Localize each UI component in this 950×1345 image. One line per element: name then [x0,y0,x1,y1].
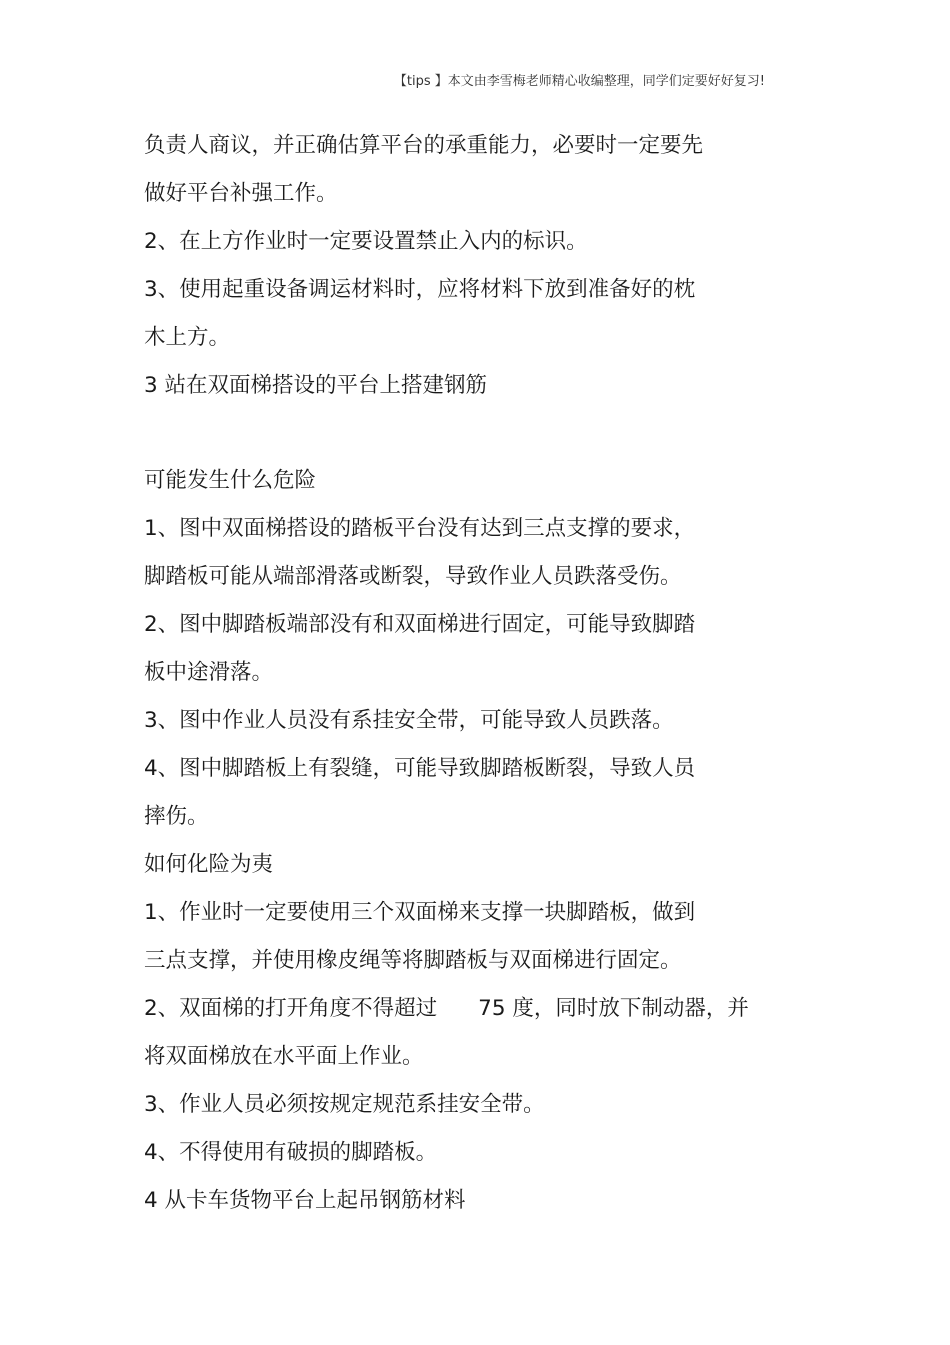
subsection-heading: 如何化险为夷 [144,852,274,877]
paragraph-line: 将双面梯放在水平面上作业。 [144,1044,424,1069]
document-body [144,128,824,1231]
list-item: 3、作业人员必须按规定规范系挂安全带。 [144,1092,545,1117]
list-item: 2、在上方作业时一定要设置禁止入内的标识。 [144,229,588,254]
list-item: 1、图中双面梯搭设的踏板平台没有达到三点支撑的要求， [144,516,696,541]
paragraph-line: 脚踏板可能从端部滑落或断裂，导致作业人员跌落受伤。 [144,564,682,589]
list-item: 2、双面梯的打开角度不得超过 75 度，同时放下制动器，并 [144,996,749,1021]
blank-gap [144,416,824,463]
paragraph-line: 木上方。 [144,325,231,350]
section-heading: 4 从卡车货物平台上起吊钢筋材料 [144,1188,466,1213]
list-item: 2、图中脚踏板端部没有和双面梯进行固定，可能导致脚踏 [144,612,696,637]
list-item: 4、不得使用有破损的脚踏板。 [144,1140,438,1165]
list-item: 1、作业时一定要使用三个双面梯来支撑一块脚踏板，做到 [144,900,696,925]
paragraph-line: 三点支撑，并使用橡皮绳等将脚踏板与双面梯进行固定。 [144,948,682,973]
header-tips-note: 【tips 】本文由李雪梅老师精心收编整理，同学们定要好好复习! [393,74,765,89]
list-item: 3、图中作业人员没有系挂安全带，可能导致人员跌落。 [144,708,674,733]
list-item: 3、使用起重设备调运材料时，应将材料下放到准备好的枕 [144,277,696,302]
paragraph-line: 负责人商议，并正确估算平台的承重能力，必要时一定要先 [144,133,704,158]
paragraph-line: 做好平台补强工作。 [144,181,338,206]
section-heading: 3 站在双面梯搭设的平台上搭建钢筋 [144,373,488,398]
list-item: 4、图中脚踏板上有裂缝，可能导致脚踏板断裂，导致人员 [144,756,696,781]
paragraph-line: 摔伤。 [144,804,209,829]
subsection-heading: 可能发生什么危险 [144,468,317,493]
paragraph-line: 板中途滑落。 [144,660,274,685]
